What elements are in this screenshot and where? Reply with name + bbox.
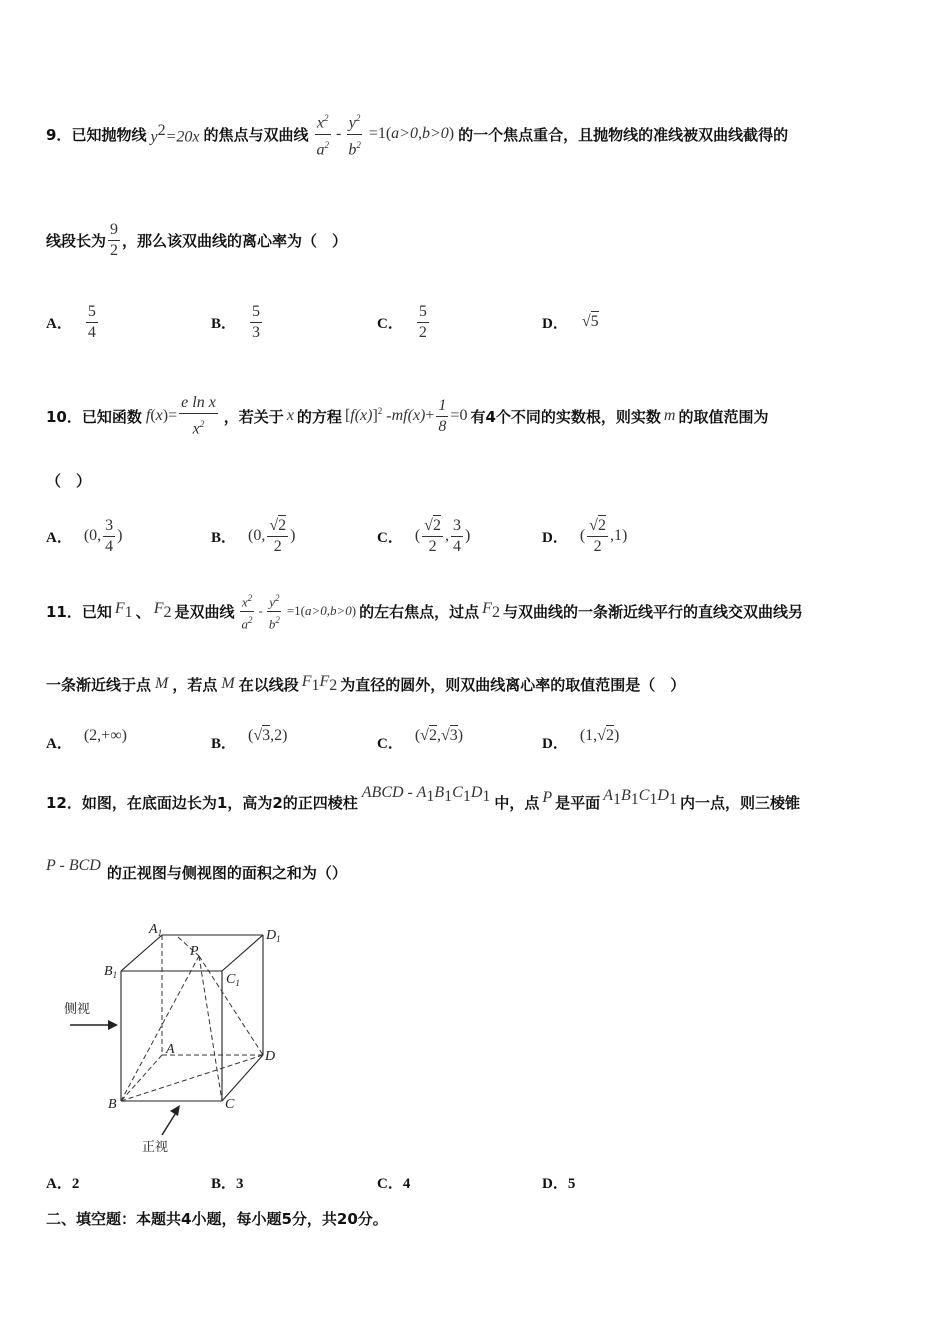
option-interval: (0, $\frac{√2}{2}$ ) [248, 516, 296, 555]
option-interval: ( $\frac{√2}{2}$ ,1) [579, 516, 628, 555]
option-interval: (1,√2) [579, 727, 620, 744]
option-label: A． [46, 735, 72, 752]
label-c: C [225, 1097, 235, 1112]
q10-option-a[interactable] [46, 508, 123, 564]
q11-text-1: 已知 [81, 602, 112, 621]
q11-option-a[interactable] [46, 722, 127, 762]
q10-var-m: m [663, 407, 676, 424]
q11-focus-f2: $F_2$ [153, 599, 172, 622]
option-fraction: $\frac{5}{2}$ [418, 302, 427, 341]
option-interval: (2,+∞) [83, 727, 127, 744]
q9-number: 9． [46, 125, 72, 144]
edge-pd [199, 956, 263, 1055]
q11-text-5: 与双曲线的一条渐近线平行的直线交双曲线另 [502, 602, 803, 621]
front-view-arrow [162, 1111, 177, 1135]
q11-number: 11． [46, 602, 82, 621]
option-value: 4 [402, 1176, 411, 1192]
q12-text-5: 的正视图与侧视图的面积之和为（） [106, 863, 347, 882]
q11-focus-f2-b: $F_2$ [482, 599, 500, 622]
option-label: D． [542, 735, 568, 752]
edge-b1a1 [121, 935, 162, 971]
q12-option-d[interactable] [542, 1172, 575, 1193]
option-label: D． [542, 529, 568, 546]
q9-text-2: 的焦点与双曲线 [203, 125, 309, 144]
q12-number: 12． [46, 793, 82, 812]
q12-line1 [46, 782, 800, 822]
edge-pb [121, 956, 199, 1101]
option-label: D． [542, 1176, 568, 1192]
q11-text-3: 是双曲线 [174, 602, 235, 621]
q12-text-1: 如图，在底面边长为1，高为2的正四棱柱 [81, 793, 358, 812]
q11-text-7: ，若点 [172, 675, 218, 694]
q12-plane-name: $A_1B_1C_1D_1$ [603, 786, 677, 809]
q11-segment-f1f2: $F_1F_2$ [301, 672, 338, 695]
side-view-arrow-head [108, 1020, 118, 1030]
option-fraction: $\frac{5}{4}$ [87, 302, 96, 341]
label-p: P [190, 944, 199, 959]
front-view-label: 正视 [142, 1140, 169, 1155]
option-interval: ( $\frac{√2}{2}$ , $\frac{3}{4}$ ) [414, 516, 471, 555]
q10-line1 [46, 386, 768, 446]
label-d: D [265, 1049, 276, 1064]
label-d1: $D_1$ [266, 928, 281, 944]
q9-text-4: 线段长为 [46, 231, 107, 250]
q10-answer-paren: （ ） [46, 472, 92, 490]
q12-text-4: 内一点，则三棱锥 [679, 793, 800, 812]
q12-text-2: 中，点 [494, 793, 540, 812]
option-value: 3 [236, 1176, 244, 1192]
option-interval: (√3,2) [248, 727, 288, 744]
q11-hyperbola-eq: $\frac{x^2}{a^2}$ - $\frac{y^2}{b^2}$ =1( a>0,b>0 ) [241, 593, 357, 631]
q10-text-2: ，若关于 [223, 407, 284, 426]
view-arrows [70, 1020, 180, 1135]
option-label: A． [46, 1176, 72, 1192]
q10-equation: [ f(x) ]$^2$ - mf(x) + $\frac{1}{8}$ =0 [344, 396, 468, 435]
q9-length-fraction: $\frac{9}{2}$ [110, 220, 119, 259]
edge-c1d1 [222, 935, 263, 971]
q12-option-b[interactable] [211, 1172, 244, 1193]
q9-option-c[interactable] [377, 296, 431, 348]
label-a1: $A_1$ [149, 922, 163, 938]
q11-focus-f1: $F_1$ [114, 599, 133, 622]
q11-line1 [46, 588, 803, 634]
option-label: A． [46, 529, 72, 546]
option-sqrt: √5 [581, 313, 599, 330]
q9-text-5: ，那么该双曲线的离心率为（ ） [122, 231, 348, 250]
q12-line2 [46, 852, 347, 892]
q11-point-m: M [155, 675, 169, 692]
edge-cd [222, 1055, 263, 1101]
q10-text-4: 有4个不同的实数根，则实数 [470, 407, 661, 426]
q11-point-m-b: M [221, 675, 235, 692]
option-label: B． [211, 1176, 237, 1192]
q9-text-1: 已知抛物线 [71, 125, 147, 144]
q9-option-d[interactable] [542, 296, 599, 348]
option-fraction: $\frac{5}{3}$ [252, 302, 261, 341]
option-interval: (√2,√3) [414, 727, 464, 744]
label-b1: $B_1$ [104, 964, 118, 980]
q9-line1 [46, 104, 788, 164]
q10-var-x: x [286, 407, 294, 424]
prism-dashed-edges [121, 935, 263, 1101]
q11-text-8: 在以线段 [238, 675, 299, 694]
label-c1: $C_1$ [226, 972, 240, 988]
q12-option-a[interactable] [46, 1172, 79, 1193]
q9-option-a[interactable] [46, 296, 100, 348]
q9-parabola-eq: $y^2=20x$ [150, 121, 200, 146]
q10-text-3: 的方程 [296, 407, 342, 426]
q11-option-c[interactable] [377, 722, 463, 762]
q10-option-d[interactable] [542, 508, 627, 564]
q11-option-d[interactable] [542, 722, 619, 762]
q11-line2 [46, 664, 685, 704]
q11-text-2: 、 [135, 602, 151, 621]
q12-option-c[interactable] [377, 1172, 410, 1193]
q11-text-9: 为直径的圆外，则双曲线离心率的取值范围是（ ） [340, 675, 686, 694]
section-2-heading: 二、填空题：本题共4小题，每小题5分，共20分。 [46, 1210, 388, 1228]
label-a: A [166, 1042, 175, 1057]
q10-text-5: 的取值范围为 [678, 407, 769, 426]
q11-option-b[interactable] [211, 722, 287, 762]
q9-text-3: 的一个焦点重合，且抛物线的准线被双曲线截得的 [458, 125, 789, 144]
option-interval: (0, $\frac{3}{4}$ ) [83, 516, 123, 555]
q12-point-p: P [542, 789, 553, 806]
q9-hyperbola-eq: $\frac{x^2}{a^2}$ - $\frac{y^2}{b^2}$ =1( a>0,b>0 ) [312, 109, 454, 159]
option-label: B． [211, 315, 237, 332]
q12-prism-figure [56, 915, 296, 1160]
q10-option-c[interactable] [377, 508, 470, 564]
option-label: A． [46, 315, 72, 332]
prism-solid-edges [121, 935, 263, 1101]
q10-option-b[interactable] [211, 508, 295, 564]
q11-text-6: 一条渐近线于点 [46, 675, 152, 694]
option-label: C． [377, 315, 403, 332]
q9-line2 [46, 212, 347, 268]
q9-option-b[interactable] [211, 296, 264, 348]
option-label: B． [211, 529, 237, 546]
q12-prism-name: ABCD - $A_1B_1C_1D_1$ [361, 783, 491, 806]
side-view-label: 侧视 [64, 1002, 91, 1017]
q12-text-3: 是平面 [555, 793, 601, 812]
option-label: D． [542, 315, 568, 332]
option-label: C． [377, 529, 403, 546]
q10-number: 10． [46, 407, 82, 426]
q10-function-def: f ( x )= $\frac{\text{e ln x}}{x^2}$ [145, 393, 216, 438]
option-label: B． [211, 735, 237, 752]
label-b: B [108, 1097, 117, 1112]
option-label: C． [377, 735, 403, 752]
option-value: 2 [71, 1176, 80, 1192]
q12-pyramid-name: P - BCD [46, 857, 101, 874]
q11-text-4: 的左右焦点，过点 [359, 602, 480, 621]
option-value: 5 [567, 1176, 576, 1192]
edge-pc [199, 956, 222, 1101]
q10-text-1: 已知函数 [81, 407, 142, 426]
option-label: C． [377, 1176, 403, 1192]
